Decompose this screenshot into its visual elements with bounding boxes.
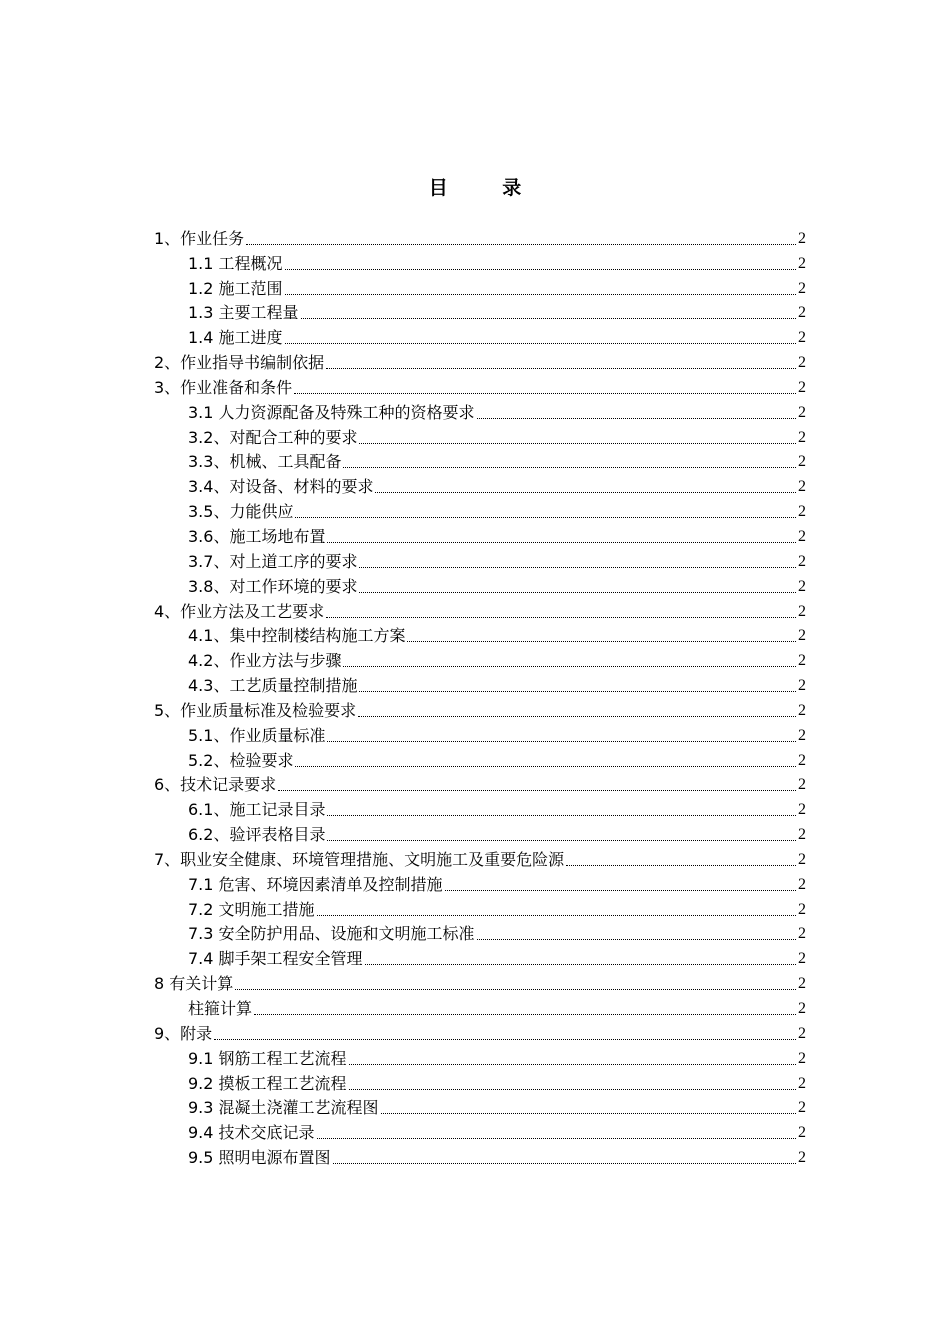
toc-entry-label: 3.5、力能供应 bbox=[188, 502, 294, 522]
toc-entry[interactable] bbox=[154, 994, 806, 1019]
toc-leader-dots bbox=[285, 268, 796, 270]
toc-entry-label: 3.8、对工作环境的要求 bbox=[188, 576, 358, 596]
toc-entry-page: 2 bbox=[798, 378, 806, 396]
toc-entry-page: 2 bbox=[798, 229, 806, 247]
toc-entry-label: 6.1、施工记录目录 bbox=[188, 800, 326, 820]
toc-leader-dots bbox=[294, 392, 796, 394]
toc-entry-label: 7.1 危害、环境因素清单及控制措施 bbox=[188, 874, 443, 894]
toc-entry-page: 2 bbox=[798, 329, 806, 347]
toc-entry-label: 4.1、集中控制楼结构施工方案 bbox=[188, 626, 406, 646]
toc-entry[interactable] bbox=[154, 224, 806, 249]
toc-entry-label: 1.2 施工范围 bbox=[188, 278, 283, 298]
toc-title: 目 录 bbox=[428, 177, 546, 199]
toc-entry-label: 2、作业指导书编制依据 bbox=[154, 353, 325, 373]
toc-entry-label: 9.5 照明电源布置图 bbox=[188, 1148, 331, 1168]
toc-leader-dots bbox=[327, 740, 796, 742]
toc-entry-page: 2 bbox=[798, 652, 806, 670]
toc-entry-page: 2 bbox=[798, 1074, 806, 1092]
toc-leader-dots bbox=[359, 690, 796, 692]
toc-entry[interactable] bbox=[154, 1044, 806, 1069]
toc-entry-page: 2 bbox=[798, 950, 806, 968]
toc-entry-page: 2 bbox=[798, 701, 806, 719]
toc-entry[interactable] bbox=[154, 547, 806, 572]
toc-entry-page: 2 bbox=[798, 875, 806, 893]
toc-leader-dots bbox=[317, 914, 796, 916]
toc-entry[interactable] bbox=[154, 323, 806, 348]
toc-entry-label: 3.4、对设备、材料的要求 bbox=[188, 477, 374, 497]
toc-entry-page: 2 bbox=[798, 304, 806, 322]
toc-entry-label: 7.2 文明施工措施 bbox=[188, 899, 315, 919]
toc-leader-dots bbox=[301, 317, 796, 319]
toc-entry-page: 2 bbox=[798, 527, 806, 545]
toc-entry-page: 2 bbox=[798, 1049, 806, 1067]
toc-entry-label: 柱箍计算 bbox=[188, 999, 253, 1018]
toc-leader-dots bbox=[477, 938, 796, 940]
toc-entry[interactable] bbox=[154, 274, 806, 299]
toc-leader-dots bbox=[333, 1162, 796, 1164]
toc-leader-dots bbox=[349, 1063, 796, 1065]
toc-entry-label: 9、附录 bbox=[154, 1023, 213, 1043]
toc-entry-page: 2 bbox=[798, 1149, 806, 1167]
toc-entry[interactable] bbox=[154, 622, 806, 647]
toc-entry[interactable] bbox=[154, 1069, 806, 1094]
toc-leader-dots bbox=[285, 342, 796, 344]
toc-entry[interactable] bbox=[154, 522, 806, 547]
toc-leader-dots bbox=[365, 963, 796, 965]
toc-entry[interactable] bbox=[154, 249, 806, 274]
toc-entry-label: 5.1、作业质量标准 bbox=[188, 725, 326, 745]
toc-entry-label: 1.3 主要工程量 bbox=[188, 303, 299, 323]
toc-entry-page: 2 bbox=[798, 826, 806, 844]
toc-leader-dots bbox=[477, 417, 796, 419]
toc-leader-dots bbox=[285, 293, 796, 295]
toc-entry-page: 2 bbox=[798, 254, 806, 272]
toc-entry[interactable] bbox=[154, 348, 806, 373]
toc-leader-dots bbox=[359, 591, 796, 593]
toc-entry[interactable] bbox=[154, 373, 806, 398]
toc-entry[interactable] bbox=[154, 920, 806, 945]
toc-entry-page: 2 bbox=[798, 279, 806, 297]
toc-entry-page: 2 bbox=[798, 428, 806, 446]
toc-leader-dots bbox=[407, 640, 796, 642]
toc-entry-label: 3.2、对配合工种的要求 bbox=[188, 427, 358, 447]
toc-entry-label: 3.7、对上道工序的要求 bbox=[188, 551, 358, 571]
toc-entry[interactable] bbox=[154, 870, 806, 895]
toc-entry[interactable] bbox=[154, 721, 806, 746]
toc-entry-page: 2 bbox=[798, 1024, 806, 1042]
toc-leader-dots bbox=[317, 1137, 796, 1139]
toc-leader-dots bbox=[381, 1112, 796, 1114]
toc-entry-label: 8 有关计算 bbox=[154, 974, 234, 994]
toc-entry-label: 3.1 人力资源配备及特殊工种的资格要求 bbox=[188, 402, 475, 422]
toc-entry[interactable] bbox=[154, 646, 806, 671]
toc-entry-label: 3.6、施工场地布置 bbox=[188, 526, 326, 546]
toc-entry-label: 3、作业准备和条件 bbox=[154, 377, 293, 397]
toc-entry-label: 5、作业质量标准及检验要求 bbox=[154, 700, 357, 720]
toc-entry-label: 4.2、作业方法与步骤 bbox=[188, 651, 342, 671]
toc-entry[interactable] bbox=[154, 1019, 806, 1044]
toc-entry-page: 2 bbox=[798, 503, 806, 521]
toc-entry-page: 2 bbox=[798, 850, 806, 868]
toc-entry-label: 1.4 施工进度 bbox=[188, 328, 283, 348]
toc-entry-label: 4、作业方法及工艺要求 bbox=[154, 601, 325, 621]
toc-entry-label: 1.1 工程概况 bbox=[188, 253, 283, 273]
toc-leader-dots bbox=[326, 616, 796, 618]
toc-leader-dots bbox=[327, 814, 796, 816]
toc-entry[interactable] bbox=[154, 1094, 806, 1119]
toc-leader-dots bbox=[349, 1088, 796, 1090]
toc-entry-label: 5.2、检验要求 bbox=[188, 750, 294, 770]
toc-entry[interactable] bbox=[154, 795, 806, 820]
toc-entry-page: 2 bbox=[798, 751, 806, 769]
toc-entry-page: 2 bbox=[798, 403, 806, 421]
toc-leader-dots bbox=[246, 243, 796, 245]
toc-entry-page: 2 bbox=[798, 975, 806, 993]
toc-entry[interactable] bbox=[154, 472, 806, 497]
toc-entry[interactable] bbox=[154, 497, 806, 522]
toc-entry[interactable] bbox=[154, 671, 806, 696]
toc-entry-page: 2 bbox=[798, 552, 806, 570]
toc-entry-page: 2 bbox=[798, 478, 806, 496]
toc-leader-dots bbox=[327, 541, 796, 543]
toc-leader-dots bbox=[295, 765, 796, 767]
toc-entry[interactable] bbox=[154, 423, 806, 448]
toc-leader-dots bbox=[235, 988, 796, 990]
toc-entry-label: 7.4 脚手架工程安全管理 bbox=[188, 949, 363, 969]
toc-entry-label: 1、作业任务 bbox=[154, 228, 245, 248]
toc-entry[interactable] bbox=[154, 746, 806, 771]
toc-leader-dots bbox=[359, 566, 796, 568]
toc-entry[interactable] bbox=[154, 845, 806, 870]
toc-entry-page: 2 bbox=[798, 776, 806, 794]
toc-entry[interactable] bbox=[154, 771, 806, 796]
toc-entry[interactable] bbox=[154, 696, 806, 721]
toc-entry[interactable] bbox=[154, 572, 806, 597]
toc-entry-page: 2 bbox=[798, 1124, 806, 1142]
toc-entry[interactable] bbox=[154, 944, 806, 969]
toc-entry[interactable] bbox=[154, 1118, 806, 1143]
toc-leader-dots bbox=[214, 1038, 796, 1040]
toc-leader-dots bbox=[326, 367, 796, 369]
toc-leader-dots bbox=[566, 864, 796, 866]
toc-entry-label: 3.3、机械、工具配备 bbox=[188, 452, 342, 472]
toc-leader-dots bbox=[327, 839, 796, 841]
toc-entry[interactable] bbox=[154, 1143, 806, 1168]
toc-entry-label: 9.3 混凝土浇灌工艺流程图 bbox=[188, 1098, 379, 1118]
toc-entry-page: 2 bbox=[798, 801, 806, 819]
toc-leader-dots bbox=[359, 442, 796, 444]
toc-entry[interactable] bbox=[154, 820, 806, 845]
toc-leader-dots bbox=[254, 1013, 796, 1015]
toc-entry-page: 2 bbox=[798, 677, 806, 695]
toc-entry[interactable] bbox=[154, 895, 806, 920]
toc-entry-label: 9.1 钢筋工程工艺流程 bbox=[188, 1048, 347, 1068]
toc-leader-dots bbox=[343, 466, 796, 468]
toc-leader-dots bbox=[343, 665, 796, 667]
toc-entry-page: 2 bbox=[798, 602, 806, 620]
toc-entry-page: 2 bbox=[798, 1099, 806, 1117]
toc-entry-label: 9.2 摸板工程工艺流程 bbox=[188, 1073, 347, 1093]
toc-leader-dots bbox=[295, 516, 796, 518]
toc-entry[interactable] bbox=[154, 969, 806, 994]
toc-entry-page: 2 bbox=[798, 900, 806, 918]
toc-entry-page: 2 bbox=[798, 354, 806, 372]
toc-entry-page: 2 bbox=[798, 627, 806, 645]
toc-entry-label: 9.4 技术交底记录 bbox=[188, 1123, 315, 1143]
toc-leader-dots bbox=[278, 789, 796, 791]
toc-entry-page: 2 bbox=[798, 1000, 806, 1017]
toc-leader-dots bbox=[375, 491, 796, 493]
toc-entry[interactable] bbox=[154, 597, 806, 622]
toc-entry-label: 4.3、工艺质量控制措施 bbox=[188, 676, 358, 696]
toc-list bbox=[154, 224, 806, 1168]
toc-entry-label: 6.2、验评表格目录 bbox=[188, 825, 326, 845]
toc-entry-label: 7.3 安全防护用品、设施和文明施工标准 bbox=[188, 924, 475, 944]
toc-entry-label: 6、技术记录要求 bbox=[154, 775, 277, 795]
toc-leader-dots bbox=[358, 715, 796, 717]
toc-leader-dots bbox=[445, 889, 796, 891]
toc-entry-label: 7、职业安全健康、环境管理措施、文明施工及重要危险源 bbox=[154, 849, 565, 869]
toc-entry-page: 2 bbox=[798, 577, 806, 595]
toc-entry[interactable] bbox=[154, 299, 806, 324]
toc-entry[interactable] bbox=[154, 448, 806, 473]
toc-entry-page: 2 bbox=[798, 726, 806, 744]
toc-entry[interactable] bbox=[154, 398, 806, 423]
toc-entry-page: 2 bbox=[798, 925, 806, 943]
toc-entry-page: 2 bbox=[798, 453, 806, 471]
